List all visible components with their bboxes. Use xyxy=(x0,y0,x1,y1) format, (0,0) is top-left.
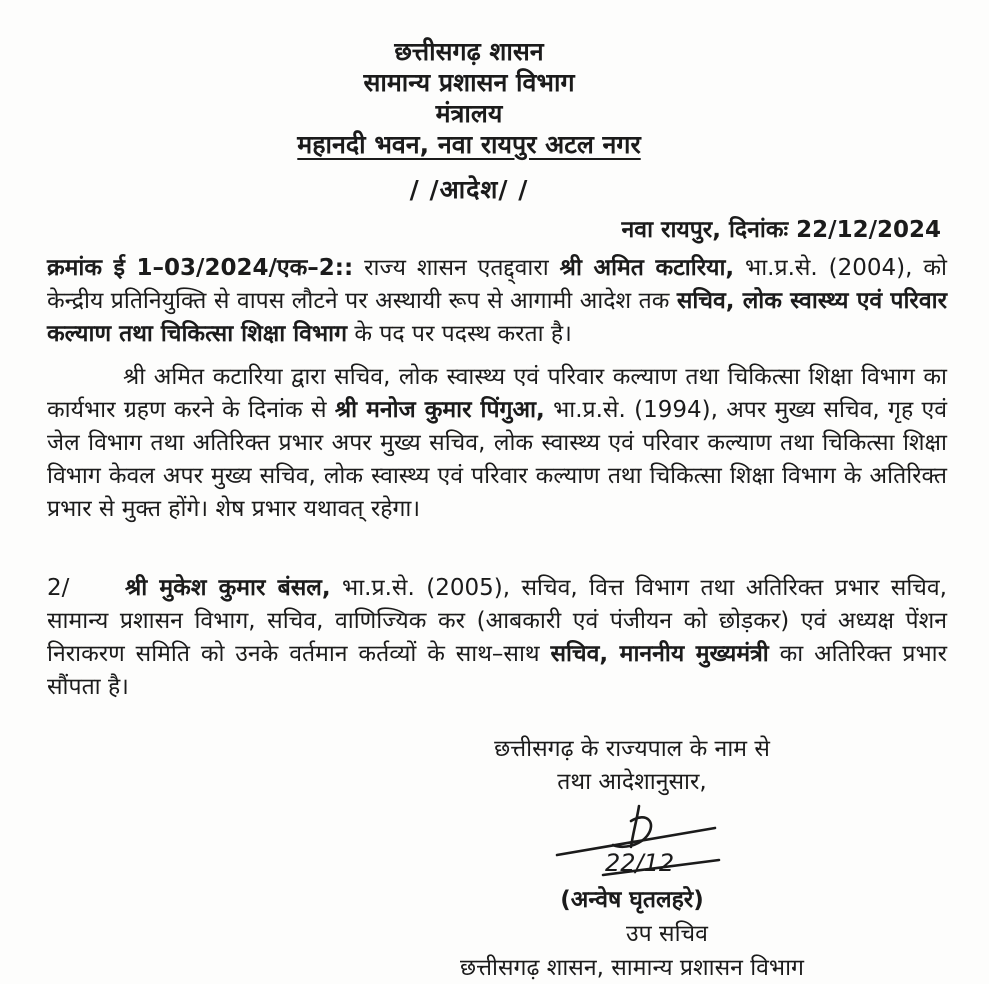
government-name: छत्तीसगढ़ शासन xyxy=(394,37,544,66)
para2-text-2: भा.प्र.से. (1994), अपर मुख्य सचिव, गृह एवं जेल विभाग तथा अतिरिक्त प्रभार अपर मुख्य सचिव, लोक स्वास्थ्य एवं परिवार कल्याण तथा चिकित्सा शिक्षा विभाग केवल अपर मुख्य सचिव, लोक स्वास्थ्य एवं परिवार कल्याण तथा चिकित्सा शिक्षा विभाग के अतिरिक्त प्रभार से मुक्त होंगे। शेष प्रभार यथावत् रहेगा। xyxy=(47,397,947,522)
para3-text-2: का अतिरिक्त प्रभार सौंपता है। xyxy=(47,641,947,700)
signatory-designation: उप सचिव xyxy=(626,921,708,947)
letterhead xyxy=(19,36,919,160)
by-order-line: तथा आदेशानुसार, xyxy=(557,769,707,795)
order-reference-number: क्रमांक ई 1–03/2024/एक–2:: xyxy=(47,255,354,281)
signatory-department: छत्तीसगढ़ शासन, सामान्य प्रशासन विभाग xyxy=(459,955,805,981)
place-and-date: नवा रायपुर, दिनांकः 22/12/2024 xyxy=(621,217,941,243)
signatory-name: (अन्वेष घृतलहरे) xyxy=(560,887,704,913)
para1-text-1: राज्य शासन एतद्द्वारा xyxy=(353,255,560,281)
order-paragraph-1 xyxy=(47,252,947,351)
department-name: सामान्य प्रशासन विभाग xyxy=(363,68,575,97)
officer-name-mukesh-kumar-bansal: श्री मुकेश कुमार बंसल, xyxy=(125,575,331,601)
ministry-name: मंत्रालय xyxy=(435,99,503,128)
in-the-name-of-governor: छत्तीसगढ़ के राज्यपाल के नाम से xyxy=(494,736,770,762)
office-address: महानदी भवन, नवा रायपुर अटल नगर xyxy=(297,130,641,159)
order-paragraph-2 xyxy=(47,361,947,526)
signature-date-scribble: 22/12 xyxy=(605,849,675,877)
order-title: / /आदेश/ / xyxy=(409,175,529,204)
para1-text-2: भा.प्र.से. (2004), को केन्द्रीय प्रतिनियुक्ति से वापस लौटने पर अस्थायी रूप से आगामी आदेश तक xyxy=(47,255,947,314)
para3-text-1: भा.प्र.से. (2005), सचिव, वित्त विभाग तथा अतिरिक्त प्रभार सचिव, सामान्य प्रशासन विभाग, सचिव, वाणिज्यिक कर (आबकारी एवं पंजीयन को छोड़कर) एवं अध्यक्ष पेंशन निराकरण समिति को उनके वर्तमान कर्तव्यों के साथ–साथ xyxy=(47,575,947,667)
officer-name-amit-kataria: श्री अमित कटारिया, xyxy=(559,255,735,281)
post-title-secretary-health: सचिव, लोक स्वास्थ्य एवं परिवार कल्याण तथा चिकित्सा शिक्षा विभाग xyxy=(47,288,947,347)
paragraph-number: 2/ xyxy=(47,575,70,601)
signature-scribble xyxy=(547,803,727,881)
para2-text-1: श्री अमित कटारिया द्वारा सचिव, लोक स्वास्थ्य एवं परिवार कल्याण तथा चिकित्सा शिक्षा विभाग का कार्यभार ग्रहण करने के दिनांक से xyxy=(47,364,947,423)
order-paragraph-3 xyxy=(47,572,947,704)
signature-block xyxy=(397,732,867,984)
post-title-secretary-cm: सचिव, माननीय मुख्यमंत्री xyxy=(550,641,769,667)
signature-area xyxy=(397,803,867,881)
para1-text-3: के पद पर पदस्थ करता है। xyxy=(347,321,572,347)
officer-name-manoj-kumar-pingua: श्री मनोज कुमार पिंगुआ, xyxy=(334,397,545,423)
